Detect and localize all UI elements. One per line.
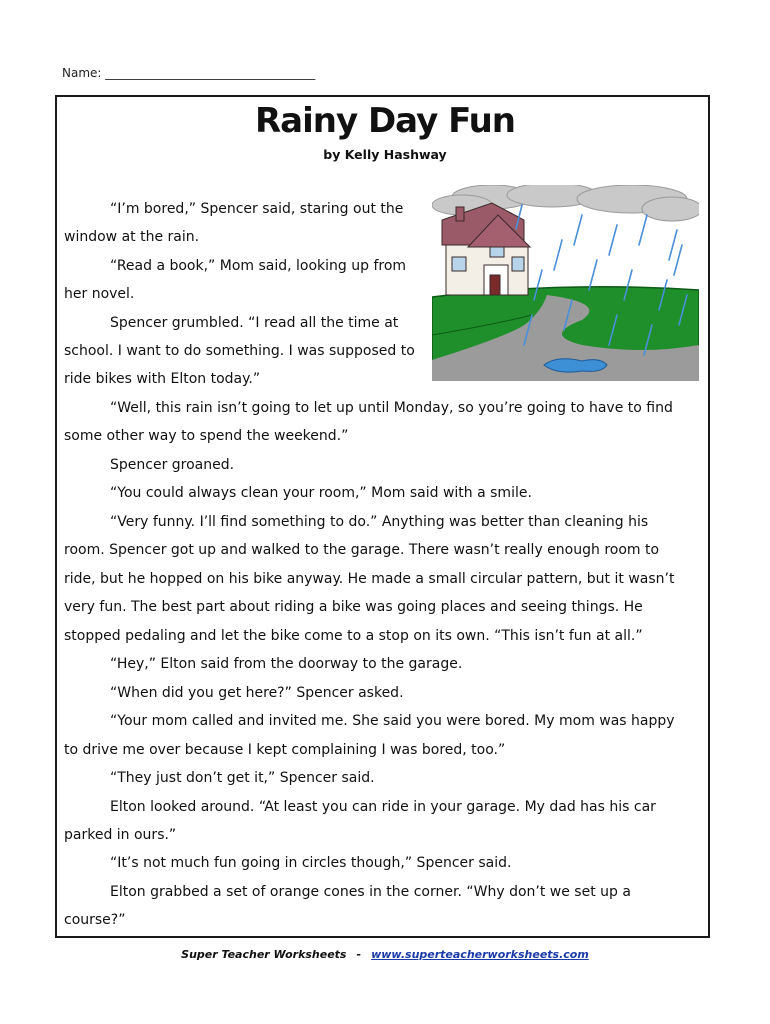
footer-brand: Super Teacher Worksheets — [181, 948, 347, 961]
rainy-house-illustration — [432, 185, 699, 381]
page-footer — [0, 948, 770, 961]
story-line: to drive me over because I kept complaining I was bored, too.” — [64, 742, 506, 758]
story-line: “I’m bored,” Spencer said, staring out the — [110, 201, 404, 217]
story-line: Elton looked around. “At least you can ride in your garage. My dad has his car — [110, 799, 656, 815]
story-line: “They just don’t get it,” Spencer said. — [110, 770, 375, 786]
story-line: Spencer grumbled. “I read all the time at — [110, 315, 399, 331]
story-line: very fun. The best part about riding a bike was going places and seeing things. He — [64, 599, 643, 615]
story-line: “It’s not much fun going in circles though,” Spencer said. — [110, 855, 512, 871]
story-line: ride, but he hopped on his bike anyway. He made a small circular pattern, but it wasn’t — [64, 571, 675, 587]
story-line: “Read a book,” Mom said, looking up from — [110, 258, 407, 274]
author-byline: by Kelly Hashway — [323, 147, 447, 162]
story-line: course?” — [64, 912, 126, 928]
story-line: room. Spencer got up and walked to the garage. There wasn’t really enough room to — [64, 542, 660, 558]
story-line: “You could always clean your room,” Mom said with a smile. — [110, 485, 532, 501]
story-line: her novel. — [64, 286, 135, 302]
story-line: “Your mom called and invited me. She said you were bored. My mom was happy — [110, 713, 675, 729]
worksheet-title: Rainy Day Fun — [254, 101, 516, 141]
footer-separator: - — [356, 948, 362, 961]
story-line: Spencer groaned. — [110, 457, 235, 473]
story-line: Elton grabbed a set of orange cones in the corner. “Why don’t we set up a — [110, 884, 631, 900]
story-line: “Very funny. I’ll find something to do.” Anything was better than cleaning his — [110, 514, 649, 530]
story-line: some other way to spend the weekend.” — [64, 428, 349, 444]
story-line: “Well, this rain isn’t going to let up until Monday, so you’re going to have to find — [110, 400, 673, 416]
name-field-label: Name: ___________________________________ — [62, 66, 316, 80]
story-line: parked in ours.” — [64, 827, 177, 843]
story-line: ride bikes with Elton today.” — [64, 371, 261, 387]
story-line: “Hey,” Elton said from the doorway to the garage. — [110, 656, 463, 672]
story-line: school. I want to do something. I was supposed to — [64, 343, 415, 359]
footer-website-link[interactable]: www.superteacherworksheets.com — [371, 948, 589, 961]
story-line: window at the rain. — [64, 229, 200, 245]
story-line: “When did you get here?” Spencer asked. — [110, 685, 404, 701]
story-line: stopped pedaling and let the bike come to a stop on its own. “This isn’t fun at all.” — [64, 628, 643, 644]
